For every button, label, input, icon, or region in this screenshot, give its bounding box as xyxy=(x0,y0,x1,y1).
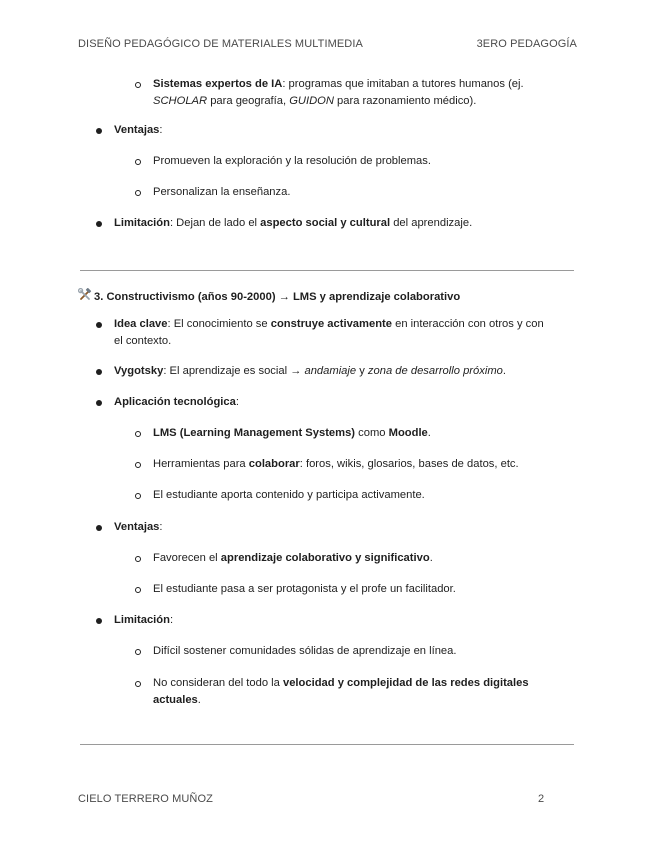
list-item-tech-application: Aplicación tecnológica: xyxy=(114,396,239,408)
bullet xyxy=(96,525,102,531)
list-item-lms: LMS (Learning Management Systems) como Moodle. xyxy=(153,427,431,439)
sub-bullet xyxy=(135,190,141,196)
list-item-limitation-heading: Limitación: xyxy=(114,614,174,626)
header-course-title: DISEÑO PEDAGÓGICO DE MATERIALES MULTIMEDIA xyxy=(78,38,363,50)
horizontal-divider xyxy=(80,270,574,271)
list-item: El estudiante pasa a ser protagonista y el profe un facilitador. xyxy=(153,583,456,595)
list-item: El estudiante aporta contenido y participa activamente. xyxy=(153,489,425,501)
list-item-vygotsky: Vygotsky: El aprendizaje es social → andamiaje y zona de desarrollo próximo. xyxy=(114,365,506,377)
list-item-key-idea: Idea clave: El conocimiento se construye activamente en interacción con otros y con el contexto. xyxy=(114,318,544,347)
sub-bullet xyxy=(135,587,141,593)
bullet xyxy=(96,369,102,375)
sub-bullet xyxy=(135,493,141,499)
sub-bullet xyxy=(135,431,141,437)
sub-bullet xyxy=(135,681,141,687)
bullet xyxy=(96,322,102,328)
list-item-tools: Herramientas para colaborar: foros, wikis, glosarios, bases de datos, etc. xyxy=(153,458,519,470)
list-item: Promueven la exploración y la resolución de problemas. xyxy=(153,155,431,167)
hammer-and-wrench-icon xyxy=(78,288,92,302)
bullet xyxy=(96,618,102,624)
bullet xyxy=(96,221,102,227)
sub-bullet xyxy=(135,462,141,468)
list-item-advantages-heading: Ventajas: xyxy=(114,124,163,136)
sub-bullet xyxy=(135,556,141,562)
list-item: Difícil sostener comunidades sólidas de aprendizaje en línea. xyxy=(153,645,457,657)
page-number: 2 xyxy=(538,793,545,805)
sub-bullet xyxy=(135,159,141,165)
footer-author: CIELO TERRERO MUÑOZ xyxy=(78,793,213,805)
list-item: Personalizan la enseñanza. xyxy=(153,186,291,198)
bullet xyxy=(96,128,102,134)
list-item-limitation: Limitación: Dejan de lado el aspecto social y cultural del aprendizaje. xyxy=(114,217,473,229)
bullet xyxy=(96,400,102,406)
section-heading: 3. Constructivismo (años 90-2000) → LMS y aprendizaje colaborativo xyxy=(78,288,460,306)
list-item-networks: No consideran del todo la velocidad y complejidad de las redes digitales actuales. xyxy=(153,677,529,706)
list-item-expert-systems: Sistemas expertos de IA: programas que imitaban a tutores humanos (ej. SCHOLAR para geografía, GUIDON para razonamiento médico). xyxy=(153,78,524,107)
list-item-favor: Favorecen el aprendizaje colaborativo y significativo. xyxy=(153,552,433,564)
list-item-advantages-heading: Ventajas: xyxy=(114,521,163,533)
sub-bullet xyxy=(135,649,141,655)
sub-bullet xyxy=(135,82,141,88)
header-level: 3ERO PEDAGOGÍA xyxy=(476,38,577,50)
horizontal-divider xyxy=(80,744,574,745)
